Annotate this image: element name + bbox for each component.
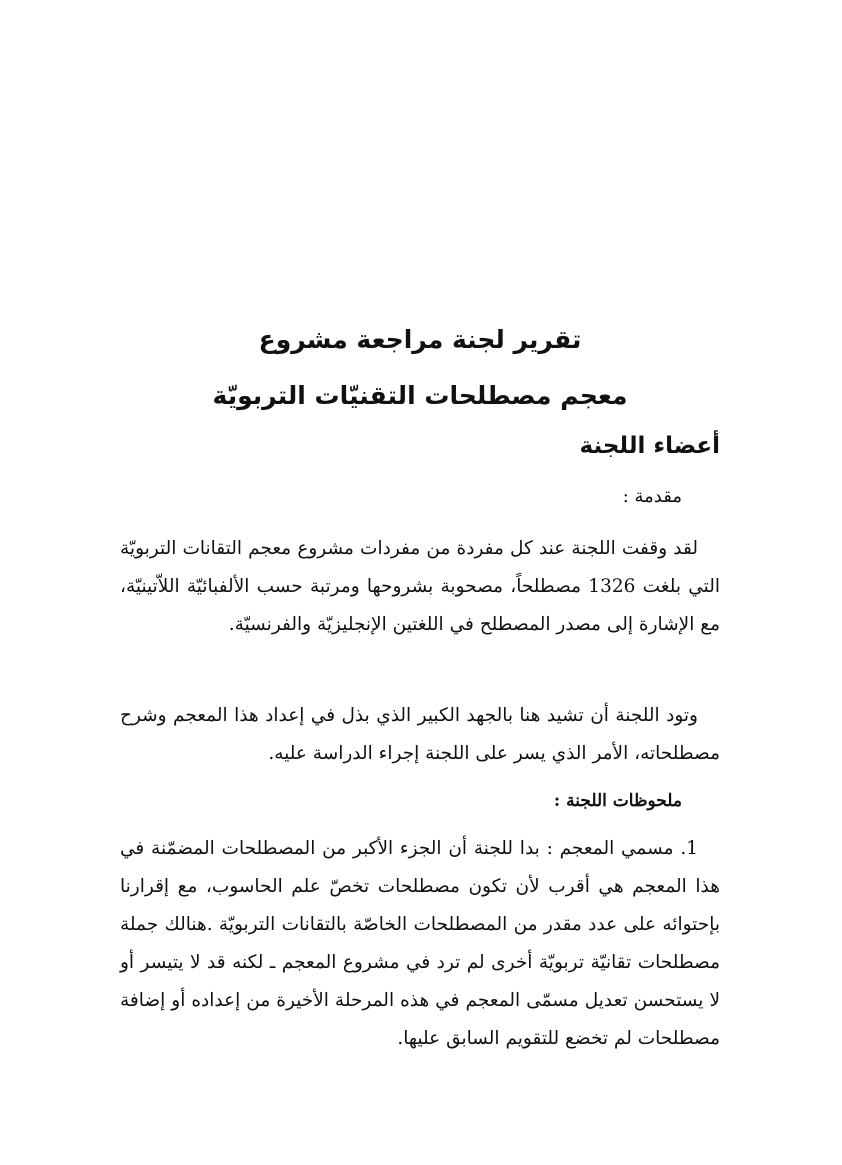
report-title	[120, 312, 720, 424]
note-item-number: 1.	[680, 838, 698, 859]
title-line-2: معجم مصطلحات التقنيّات التربويّة	[212, 381, 628, 410]
intro-paragraph-1: لقد وقفت اللجنة عند كل مفردة من مفردات مشروع معجم التقانات التربويّة التي بلغت 1326 مصطلحاً، مصحوبة بشروحها ومرتبة حسب الألفبائيّة اللاّتينيّة، مع الإشارة إلى مصدر المصطلح في اللغتين الإنجليزيّة والفرنسيّة.	[120, 538, 720, 635]
members-heading: أعضاء اللجنة	[579, 433, 720, 459]
notes-label: ملحوظات اللجنة :	[553, 791, 682, 811]
intro-paragraph-2: وتود اللجنة أن تشيد هنا بالجهد الكبير الذي بذل في إعداد هذا المعجم وشرح مصطلحاته، الأمر الذي يسر على اللجنة إجراء الدراسة عليه.	[120, 705, 720, 764]
title-line-1: تقرير لجنة مراجعة مشروع	[258, 325, 582, 354]
note-item-text: مسمي المعجم : بدا للجنة أن الجزء الأكبر من المصطلحات المضمّنة في هذا المعجم هي أقرب لأن تكون مصطلحات تخصّ علم الحاسوب، مع إقرارنا بإحتوائه على عدد مقدر من المصطلحات الخاصّة بالتقانات التربويّة .هنالك جملة مصطلحات تقانيّة تربويّة أخرى لم ترد في مشروع المعجم ـ لكنه قد لا يتيسر أو لا يستحسن تعديل مسمّى المعجم في هذه المرحلة الأخيرة من إعداده أو إضافة مصطلحات لم تخضع للتقويم السابق عليها.	[120, 838, 720, 1049]
intro-label: مقدمة :	[622, 486, 682, 507]
note-item	[120, 830, 720, 1058]
